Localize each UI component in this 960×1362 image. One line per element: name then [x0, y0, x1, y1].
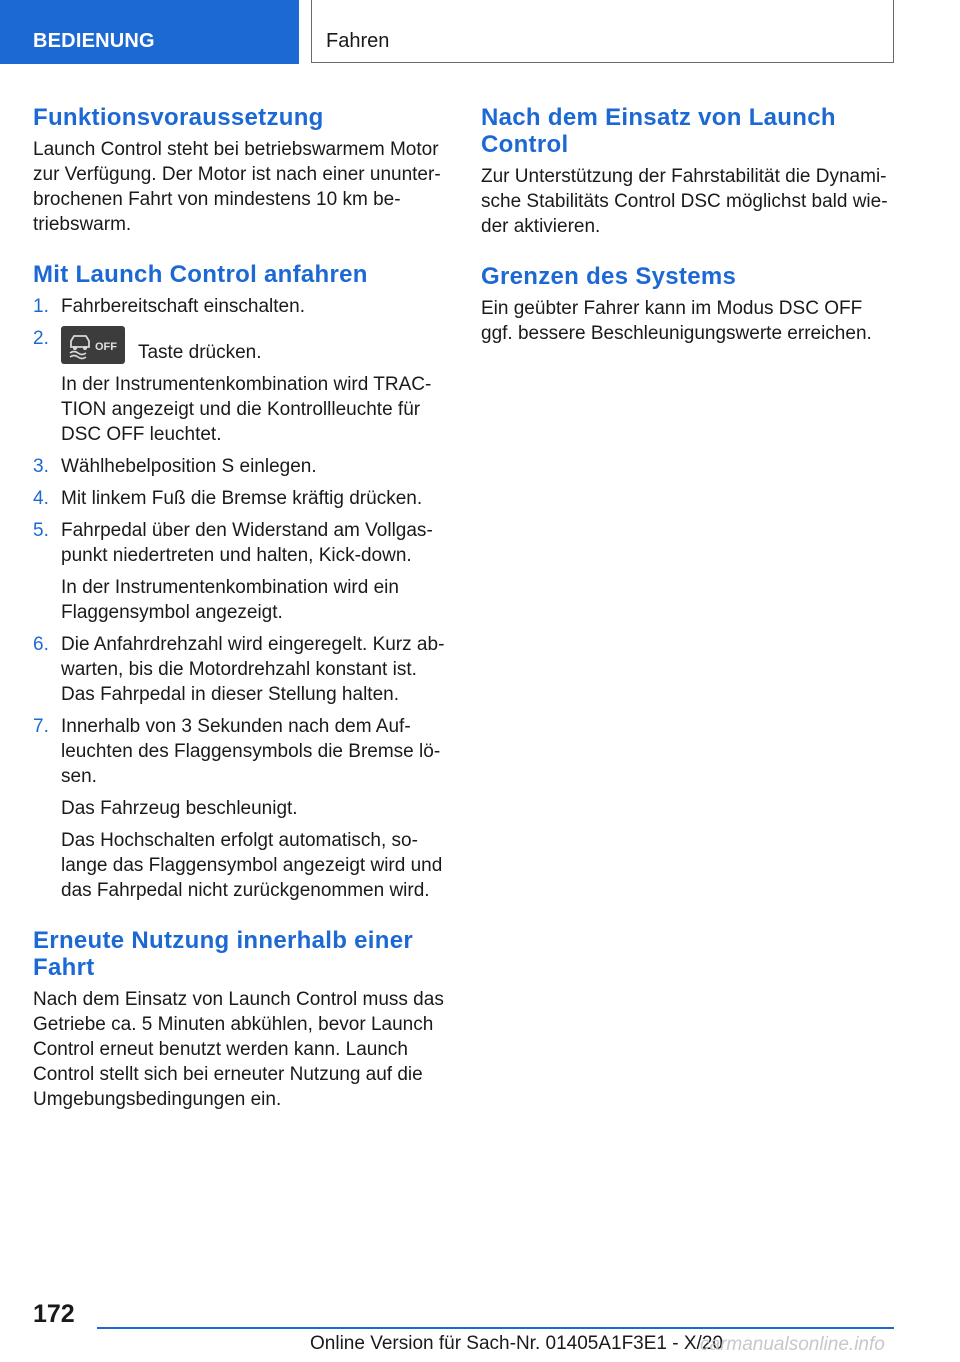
- step-text: Die Anfahrdrehzahl wird eingeregelt. Kurz abwarten, bis die Motordrehzahl konstant ist. Das Fahrpedal in dieser Stellung halten.: [61, 634, 445, 705]
- step-note: In der Instrumentenkombination wird ein Flaggensymbol angezeigt.: [61, 577, 399, 623]
- section-funktionsvoraussetzung: [33, 104, 448, 237]
- step-item: [33, 632, 448, 707]
- dsc-off-label: OFF: [95, 341, 117, 353]
- online-version-text: Online Version für Sach-Nr. 01405A1F3E1 - X/20: [310, 1333, 723, 1354]
- step-list: [33, 294, 448, 903]
- chapter-title: Fahren: [326, 30, 390, 52]
- step-note: Das Hochschalten erfolgt automatisch, solange das Flaggensymbol angezeigt wird und das Fahrpedal nicht zurückgenommen wird.: [61, 830, 443, 901]
- step-number: 3.: [33, 456, 49, 477]
- section-grenzen-des-systems: [481, 263, 896, 346]
- step-number: 7.: [33, 716, 49, 737]
- step-item: [33, 294, 448, 319]
- step-number: 4.: [33, 488, 49, 509]
- section-heading: Mit Launch Control anfahren: [33, 261, 368, 288]
- right-column: [481, 104, 896, 370]
- left-column: [33, 104, 448, 1136]
- step-number: 6.: [33, 634, 49, 655]
- step-text: Fahrpedal über den Widerstand am Vollgaspunkt niedertreten und halten, Kick-down.: [61, 520, 433, 566]
- section-heading: Erneute Nutzung innerhalb einer Fahrt: [33, 927, 413, 981]
- footer-divider: [97, 1327, 894, 1329]
- step-note: In der Instrumentenkombination wird TRACTION angezeigt und die Kontrollleuchte für DSC OFF leuchtet.: [61, 374, 432, 445]
- section-heading: Funktionsvoraussetzung: [33, 104, 324, 131]
- section-heading: Grenzen des Systems: [481, 263, 737, 290]
- step-number: 5.: [33, 520, 49, 541]
- step-item: [33, 326, 448, 447]
- section-body: Nach dem Einsatz von Launch Control muss das Getriebe ca. 5 Minuten abkühlen, bevor Launch Control erneut benutzt werden kann. Launch Control stellt sich bei erneuter Nutzung auf die Umgebungsbedingungen ein.: [33, 989, 444, 1110]
- watermark: carmanualsonline.info: [700, 1334, 885, 1355]
- step-number: 2.: [33, 328, 49, 349]
- dsc-off-button-icon: [61, 326, 125, 364]
- step-item: [33, 714, 448, 903]
- section-nach-dem-einsatz: [481, 104, 896, 239]
- section-erneute-nutzung: [33, 927, 448, 1112]
- section-tab: [0, 0, 299, 64]
- step-text: Mit linkem Fuß die Bremse kräftig drücken.: [61, 488, 423, 509]
- step-text: Wählhebelposition S einlegen.: [61, 456, 317, 477]
- step-text: Taste drücken.: [137, 342, 262, 363]
- step-item: [33, 518, 448, 625]
- step-item: [33, 454, 448, 479]
- step-text: Innerhalb von 3 Sekunden nach dem Aufleuchten des Flaggensymbols die Bremse lösen.: [61, 716, 441, 787]
- section-body: Zur Unterstützung der Fahrstabilität die Dynamische Stabilitäts Control DSC möglichst bald wieder aktivieren.: [481, 166, 888, 237]
- step-text: Fahrbereitschaft einschalten.: [61, 296, 305, 317]
- step-note: Das Fahrzeug beschleunigt.: [61, 798, 298, 819]
- section-tab-label: BEDIENUNG: [33, 30, 155, 52]
- step-number: 1.: [33, 296, 49, 317]
- section-body: Launch Control steht bei betriebswarmem Motor zur Verfügung. Der Motor ist nach einer ununterbrochenen Fahrt von mindestens 10 km betriebswarm.: [33, 139, 441, 235]
- chapter-header: [311, 0, 894, 63]
- section-body: Ein geübter Fahrer kann im Modus DSC OFF ggf. bessere Beschleunigungswerte erreichen.: [481, 298, 872, 344]
- section-launch-control-anfahren: [33, 261, 448, 903]
- step-item: [33, 486, 448, 511]
- section-heading: Nach dem Einsatz von Launch Control: [481, 104, 836, 158]
- page-number: 172: [33, 1300, 75, 1328]
